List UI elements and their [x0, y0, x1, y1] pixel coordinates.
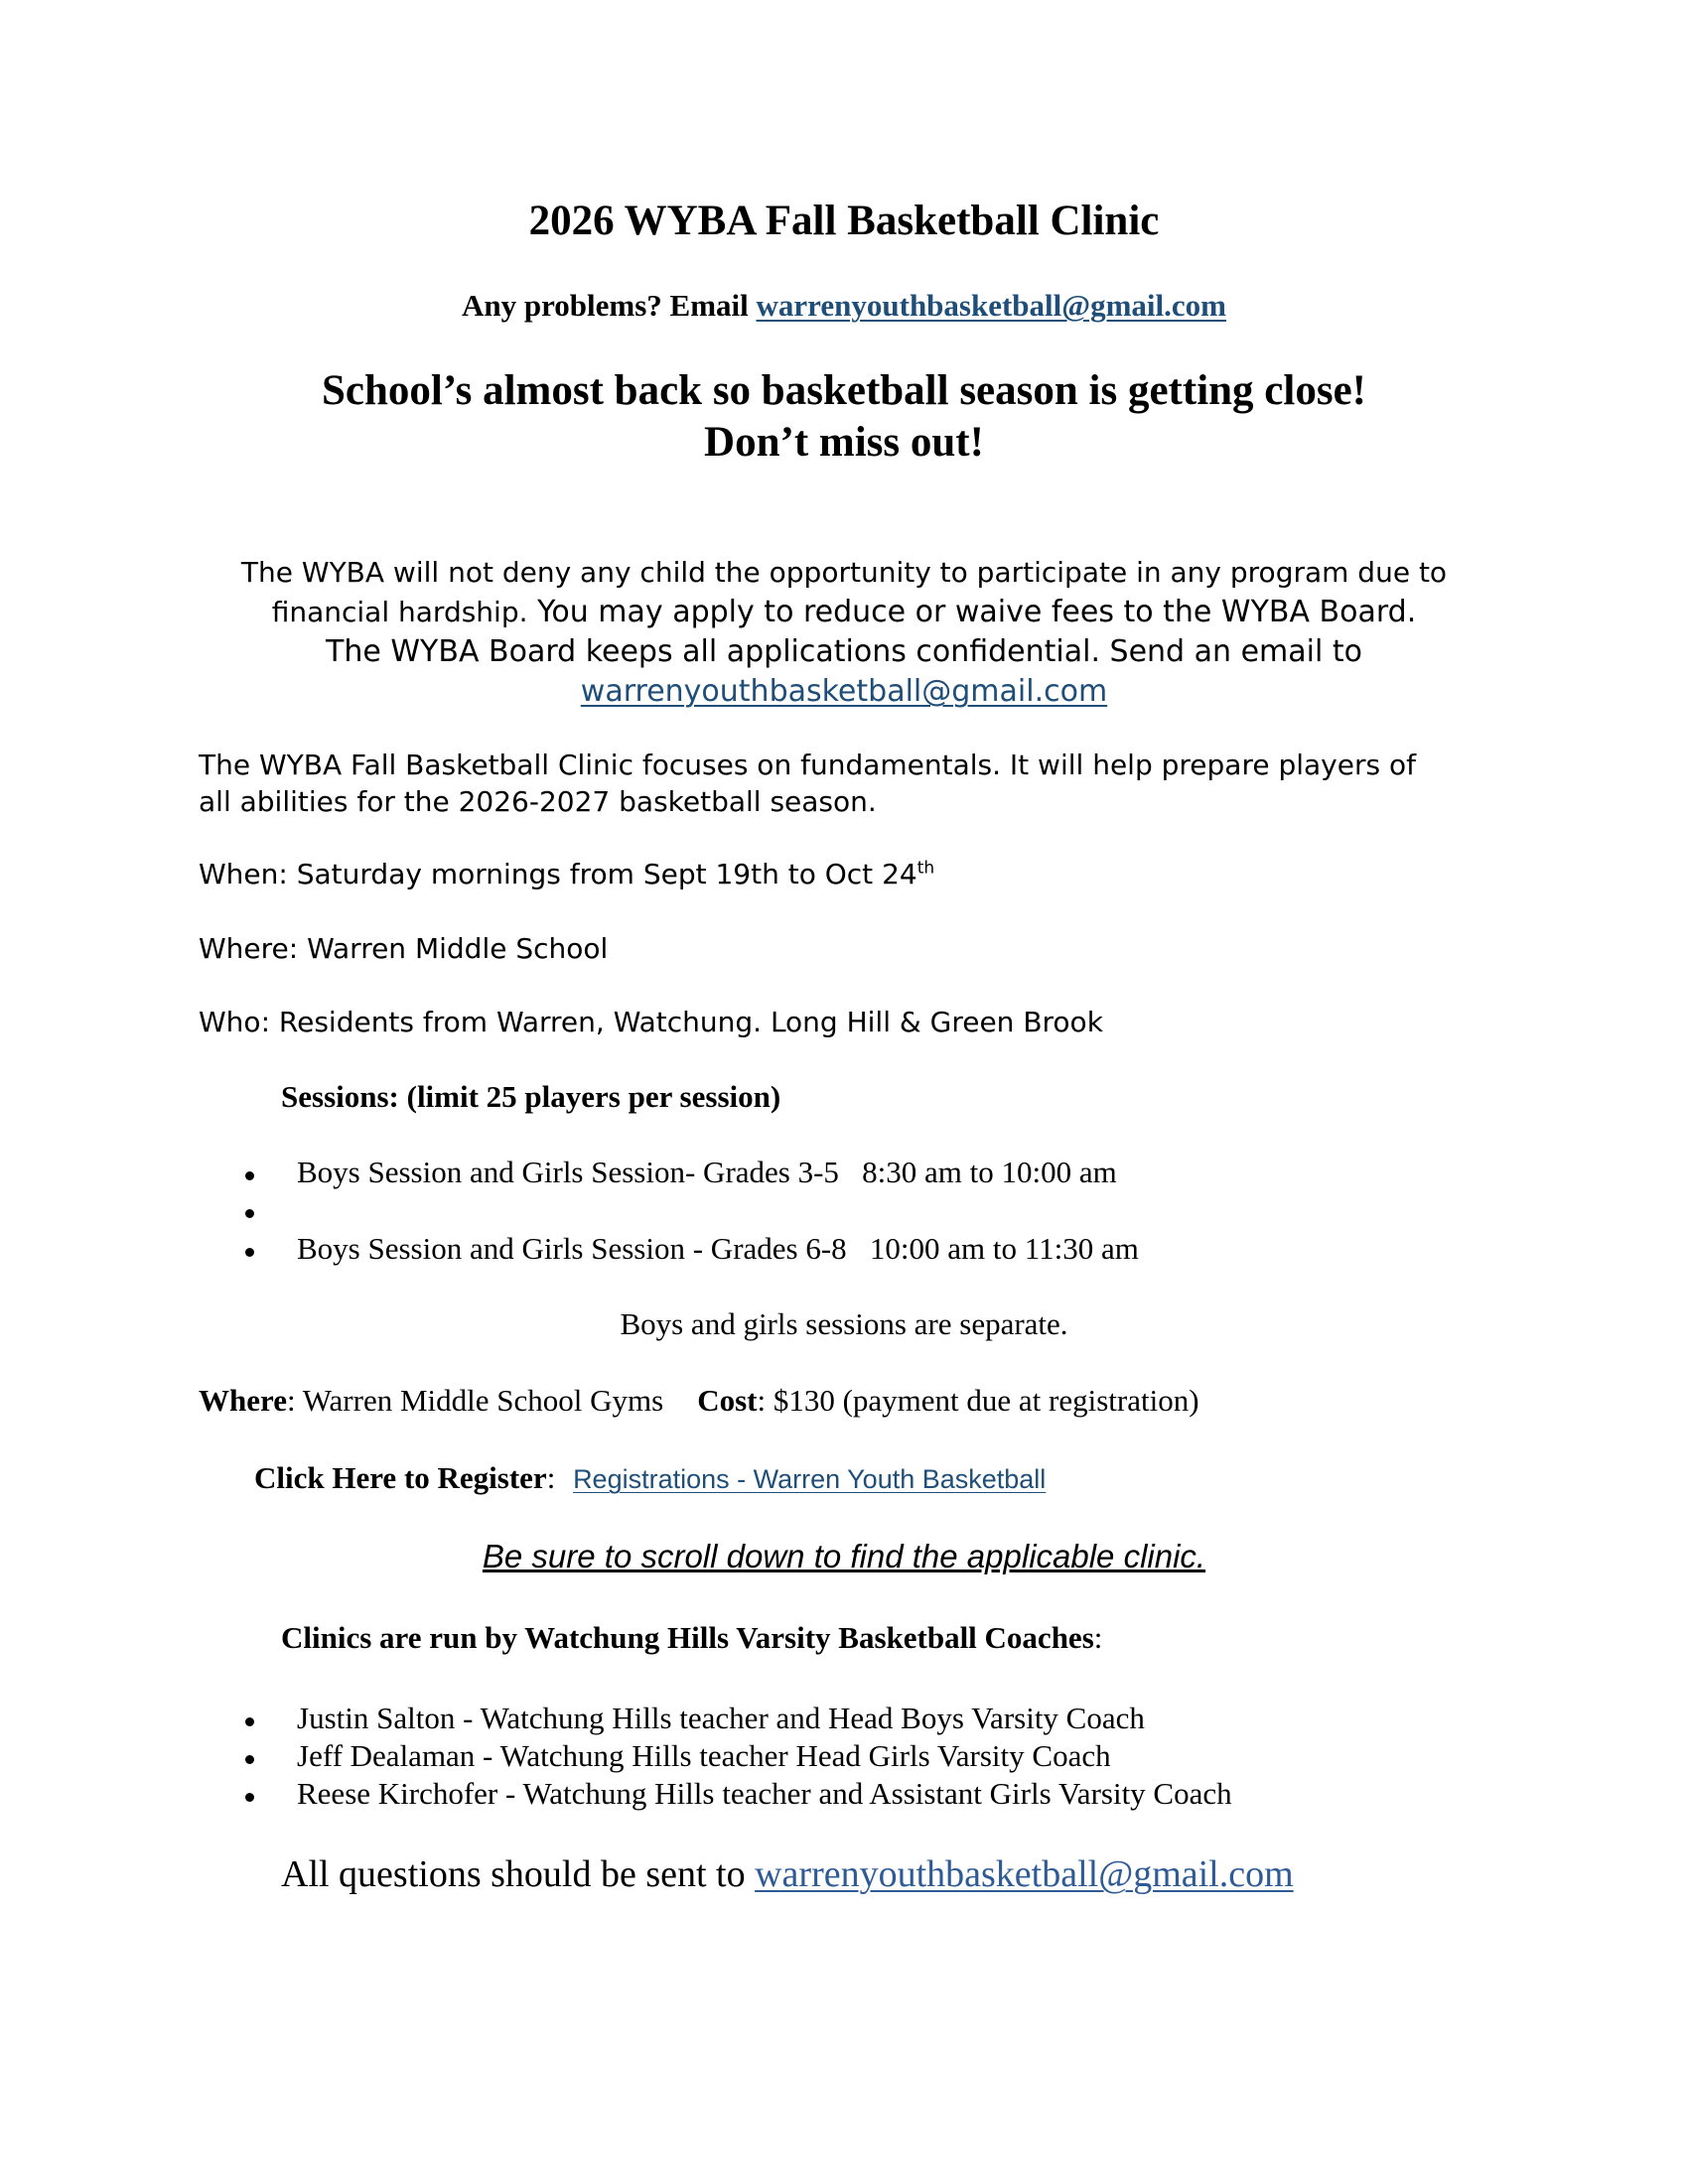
bullet [245, 1171, 254, 1180]
intro-line-2: all abilities for the 2026-2027 basketball season. [199, 785, 877, 818]
bullet [245, 1717, 254, 1726]
bullet [245, 1755, 254, 1764]
headline-line-2: Don’t miss out! [704, 419, 984, 466]
problems-label: Any problems? Email [461, 288, 749, 323]
hardship-paragraph [0, 553, 1688, 712]
questions-line [281, 1852, 1294, 1896]
bullet [245, 1248, 254, 1257]
location-value: : Warren Middle School Gyms [286, 1383, 664, 1418]
questions-email-link[interactable]: warrenyouthbasketball@gmail.com [755, 1853, 1294, 1895]
coaches-heading: Clinics are run by Watchung Hills Varsity Basketball Coaches: [281, 1620, 1103, 1655]
problems-email-link[interactable]: warrenyouthbasketball@gmail.com [756, 288, 1226, 323]
session-item-1: Boys Session and Girls Session- Grades 3-5 8:30 am to 10:00 am [297, 1155, 1117, 1189]
coach-item-1: Justin Salton - Watchung Hills teacher and Head Boys Varsity Coach [297, 1701, 1145, 1735]
hardship-email-link[interactable]: warrenyouthbasketball@gmail.com [580, 674, 1108, 709]
cost-value: : $130 (payment due at registration) [757, 1383, 1199, 1418]
problems-line [0, 288, 1688, 324]
hardship-line-1: The WYBA will not deny any child the opportunity to participate in any program due to [240, 556, 1448, 589]
location-cost-line [199, 1383, 1199, 1419]
sessions-note: Boys and girls sessions are separate. [620, 1306, 1068, 1341]
register-link[interactable]: Registrations - Warren Youth Basketball [573, 1464, 1047, 1494]
register-line: Click Here to Register: Registrations - Warren Youth Basketball [254, 1460, 1047, 1495]
questions-text: All questions should be sent to [281, 1853, 746, 1895]
bullet [245, 1793, 254, 1802]
page-title: 2026 WYBA Fall Basketball Clinic [528, 198, 1160, 244]
hardship-line-3: The WYBA Board keeps all applications confidential. Send an email to [326, 634, 1362, 669]
cost-label: Cost [697, 1383, 758, 1418]
intro-paragraph [199, 747, 1416, 820]
coach-item-2: Jeff Dealaman - Watchung Hills teacher Head Girls Varsity Coach [297, 1738, 1111, 1773]
bullet [245, 1209, 254, 1218]
headline-line-1: School’s almost back so basketball season is getting close! [322, 367, 1366, 414]
sessions-heading: Sessions: (limit 25 players per session) [281, 1079, 781, 1114]
where-line: Where: Warren Middle School [199, 932, 609, 965]
when-line: When: Saturday mornings from Sept 19th to Oct 24th [199, 858, 935, 890]
coach-item-3: Reese Kirchofer - Watchung Hills teacher and Assistant Girls Varsity Coach [297, 1776, 1232, 1811]
scroll-note: Be sure to scroll down to find the applicable clinic. [482, 1538, 1206, 1574]
hardship-line-2: financial hardship. You may apply to reduce or waive fees to the WYBA Board. [271, 595, 1417, 629]
location-label: Where [199, 1383, 287, 1418]
who-line: Who: Residents from Warren, Watchung. Long Hill & Green Brook [199, 1006, 1103, 1038]
intro-line-1: The WYBA Fall Basketball Clinic focuses on fundamentals. It will help prepare players of [199, 749, 1416, 781]
session-item-3: Boys Session and Girls Session - Grades 6-8 10:00 am to 11:30 am [297, 1231, 1139, 1266]
headline [0, 365, 1688, 469]
register-label: Click Here to Register [254, 1460, 547, 1495]
